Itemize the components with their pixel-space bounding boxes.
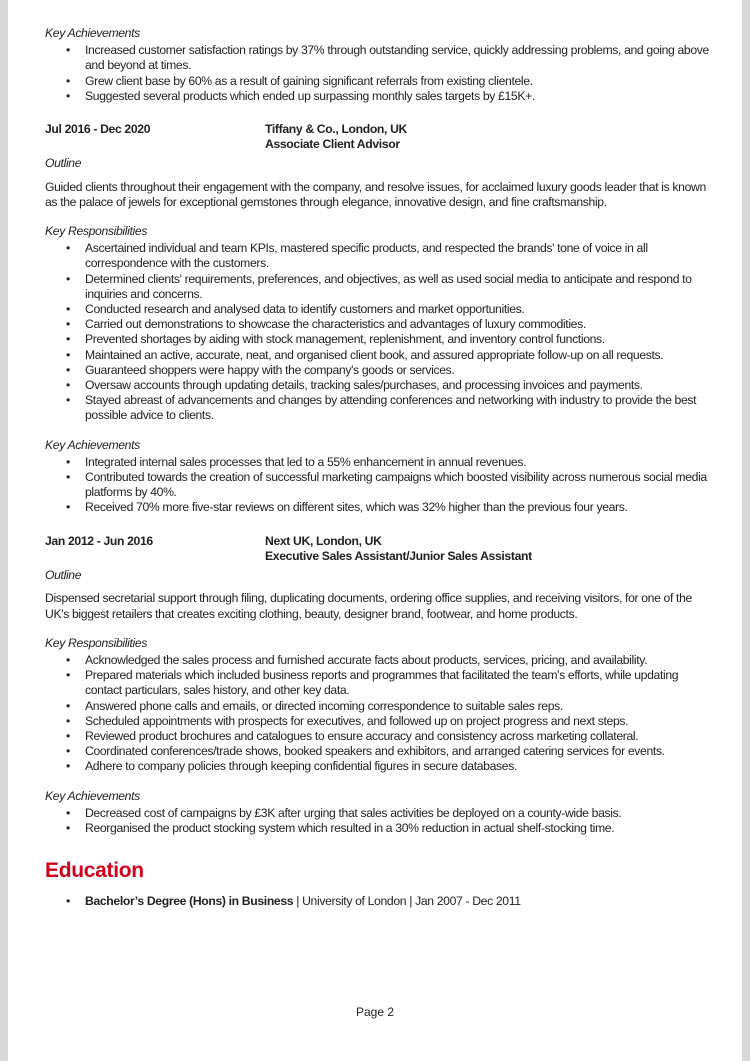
responsibilities-list: [45, 653, 710, 775]
responsibilities-label: Key Responsibilities: [45, 224, 148, 239]
list-item: • Adhere to company policies through keeping confidential figures in secure databases.: [85, 759, 710, 774]
list-item: • Conducted research and analysed data to identify customers and market opportunities.: [85, 302, 710, 317]
list-item: • Received 70% more five-star reviews on different sites, which was 32% higher than the previous four years.: [85, 500, 710, 515]
list-item: • Prepared materials which included business reports and programmes that facilitated the team's efforts, while updating contact particulars, sales history, and other key data.: [85, 668, 710, 698]
job-dates: Jul 2016 - Dec 2020: [45, 122, 151, 137]
list-item: • Acknowledged the sales process and furnished accurate facts about products, services, pricing, and availability.: [85, 653, 710, 668]
list-item: • Increased customer satisfaction ratings by 37% through outstanding service, quickly addressing problems, and going above and beyond at times.: [85, 43, 710, 73]
list-item: • Reorganised the product stocking system which resulted in a 30% reduction in actual shelf-stocking time.: [85, 821, 710, 836]
job-header: [45, 122, 710, 152]
page-number: Page 2: [355, 1005, 395, 1019]
outline-label: Outline: [45, 156, 82, 171]
list-item: • Coordinated conferences/trade shows, booked speakers and exhibitors, and arranged catering services for events.: [85, 744, 710, 759]
list-item: • Maintained an active, accurate, neat, and organised client book, and assured appropriate follow-up on all requests.: [85, 348, 710, 363]
page-content: [45, 26, 710, 909]
list-item: • Reviewed product brochures and catalogues to ensure accuracy and consistency across marketing collateral.: [85, 729, 710, 744]
list-item: • Carried out demonstrations to showcase the characteristics and advantages of luxury commodities.: [85, 317, 710, 332]
job-company: Tiffany & Co., London, UK: [265, 122, 407, 137]
education-heading: Education: [45, 859, 144, 883]
job-company: Next UK, London, UK: [265, 533, 382, 548]
degree: Bachelor’s Degree (Hons) in Business: [85, 894, 294, 909]
list-item: • Contributed towards the creation of successful marketing campaigns which boosted visibility across numerous social media platforms by 40%.: [85, 470, 710, 500]
list-item: • Integrated internal sales processes that led to a 55% enhancement in annual revenues.: [85, 455, 710, 470]
job-dates: Jan 2012 - Jun 2016: [45, 533, 153, 548]
achievements-label: Key Achievements: [45, 788, 140, 803]
responsibilities-list: [45, 241, 710, 423]
list-item: • Determined clients' requirements, preferences, and objectives, as well as used social media to anticipate and respond to inquiries and concerns.: [85, 272, 710, 302]
responsibilities-label: Key Responsibilities: [45, 635, 148, 650]
list-item: • Guaranteed shoppers were happy with the company's goods or services.: [85, 363, 710, 378]
job-title: Associate Client Advisor: [265, 137, 400, 152]
list-item: • Ascertained individual and team KPIs, mastered specific products, and respected the brands' tone of voice in all correspondence with the customers.: [85, 241, 710, 271]
achievements-list: [45, 455, 710, 516]
achievements-list: [45, 806, 710, 836]
achievements-label: Key Achievements: [45, 26, 140, 40]
education-item: [85, 894, 710, 909]
achievements-label: Key Achievements: [45, 437, 140, 452]
education-list: [45, 894, 710, 909]
list-item: • Prevented shortages by aiding with stock management, replenishment, and inventory control functions.: [85, 332, 710, 347]
list-item: • Grew client base by 60% as a result of gaining significant referrals from existing clientele.: [85, 74, 710, 89]
job-header: [45, 534, 710, 564]
job-title: Executive Sales Assistant/Junior Sales Assistant: [265, 548, 532, 563]
list-item: • Suggested several products which ended up surpassing monthly sales targets by £15K+.: [85, 89, 710, 104]
list-item: • Stayed abreast of advancements and changes by attending conferences and networking with industry to provide the best possible advice to clients.: [85, 393, 710, 423]
list-item: • Answered phone calls and emails, or directed incoming correspondence to suitable sales reps.: [85, 699, 710, 714]
outline-text: Guided clients throughout their engagement with the company, and resolve issues, for acclaimed luxury goods leader that is known as the palace of jewels for exceptional gemstones through elegance, innovative design, and fine craftsmanship.: [45, 179, 706, 209]
list-item: • Oversaw accounts through updating details, tracking sales/purchases, and processing invoices and payments.: [85, 378, 710, 393]
list-item: • Scheduled appointments with prospects for executives, and followed up on project progress and next steps.: [85, 714, 710, 729]
outline-label: Outline: [45, 568, 82, 583]
education-details: | University of London | Jan 2007 - Dec 2011: [293, 894, 521, 909]
list-item: • Decreased cost of campaigns by £3K after urging that sales activities be deployed on a county-wide basis.: [85, 806, 710, 821]
achievements-list: [45, 43, 710, 104]
resume-page: [8, 0, 742, 1061]
outline-text: Dispensed secretarial support through filing, duplicating documents, ordering office supplies, and receiving visitors, for one of the UK's biggest retailers that creates exciting clothing, beauty, designer brand, footwear, and home products.: [45, 591, 692, 621]
